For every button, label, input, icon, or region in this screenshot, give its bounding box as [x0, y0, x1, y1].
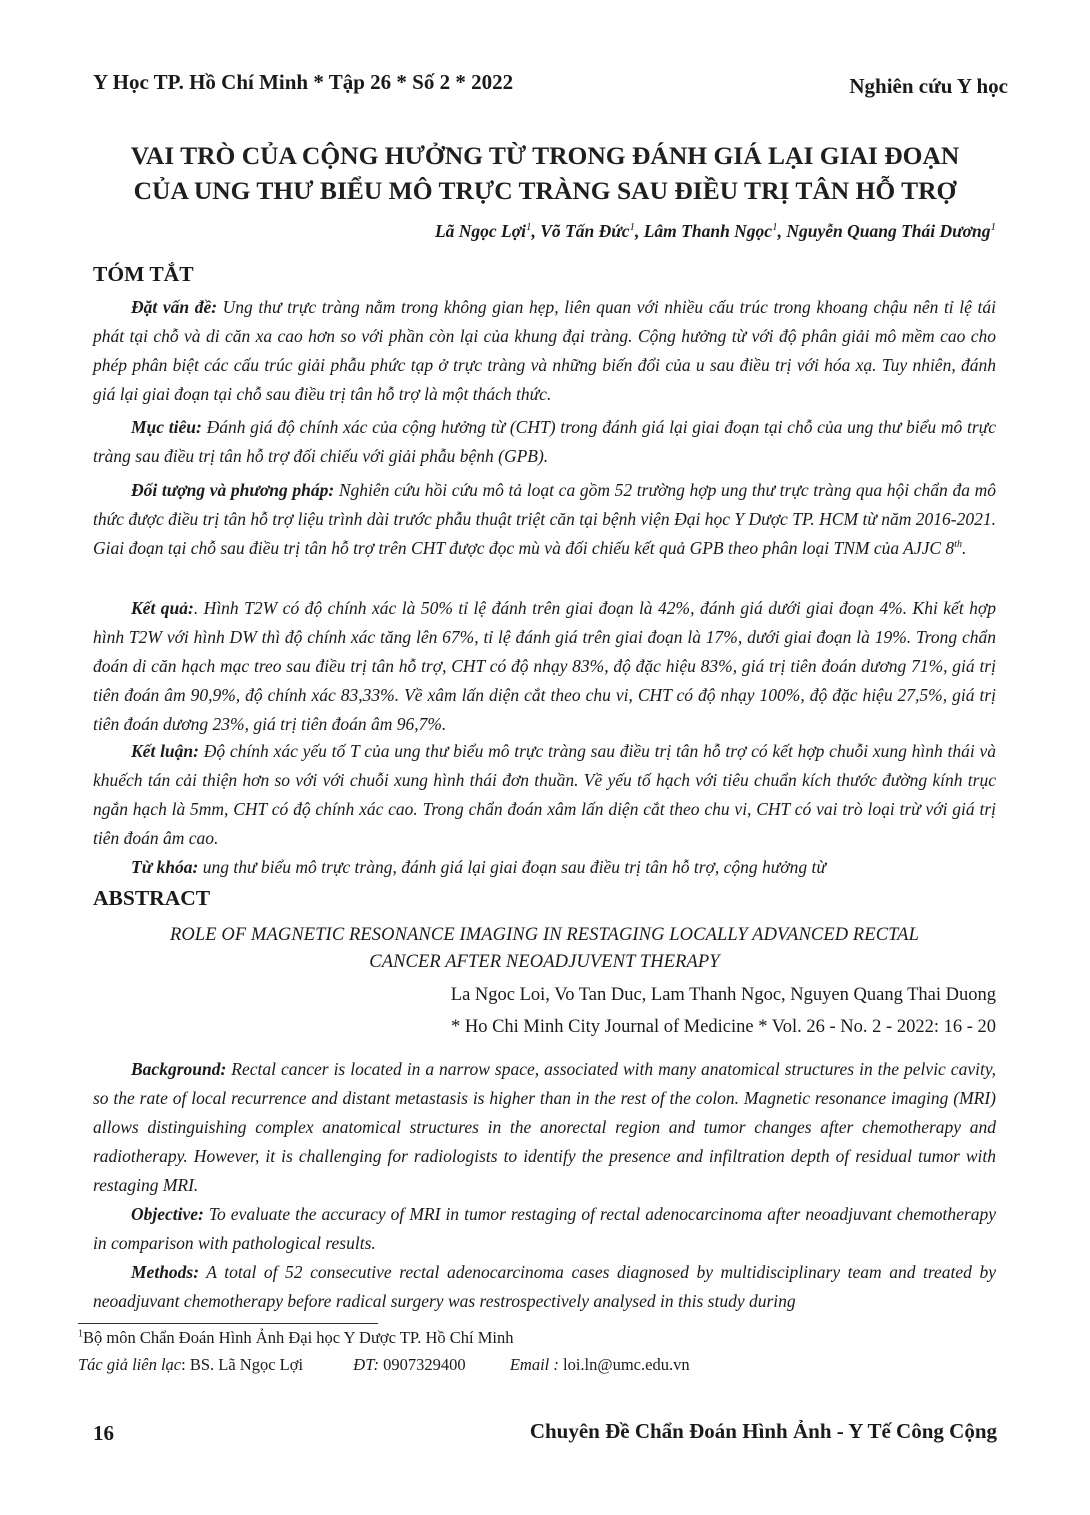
english-title — [93, 922, 996, 976]
en-background-paragraph — [93, 1055, 996, 1200]
journal-header: Y Học TP. Hồ Chí Minh * Tập 26 * Số 2 * 2022 — [93, 70, 514, 94]
author-affiliation: 1 — [525, 221, 532, 234]
english-authors: La Ngoc Loi, Vo Tan Duc, Lam Thanh Ngoc, Nguyen Quang Thai Duong — [450, 985, 996, 1005]
paragraph-text: . Hình T2W có độ chính xác là 50% tỉ lệ đánh trên giai đoạn là 42%, đánh giá dưới giai đoạn 4%. Khi kết hợp hình T2W với hình DW thì độ chính xác tăng lên 67%, tỉ lệ đánh giá trên giai đoạn là 17%, dưới giai đoạn là 19%. Trong chẩn đoán di căn hạch mạc treo sau điều trị tân hỗ trợ, CHT có độ nhạy 83%, độ đặc hiệu 83%, giá trị tiên đoán dương 71%, giá trị tiên đoán âm 90,9%, độ chính xác 83,33%. Về xâm lấn diện cắt theo chu vi, CHT có độ nhạy 100%, độ đặc hiệu 27,5%, giá trị tiên đoán dương 23%, giá trị tiên đoán âm 96,7%. — [93, 598, 996, 734]
superscript: th — [954, 539, 962, 551]
phone-number: 0907329400 — [378, 1355, 466, 1374]
email-address[interactable]: loi.ln@umc.edu.vn — [558, 1355, 690, 1374]
author-name: Võ Tấn Đức — [540, 221, 630, 241]
phone-label: ĐT: — [353, 1355, 379, 1374]
english-title-line-2: CANCER AFTER NEOADJUVENT THERAPY — [369, 952, 720, 972]
paragraph-text: ung thư biểu mô trực tràng, đánh giá lại giai đoạn sau điều trị tân hỗ trợ, cộng hưởng từ — [198, 857, 826, 877]
paragraph-label: Từ khóa: — [131, 857, 199, 877]
paragraph-label: Mục tiêu: — [131, 417, 202, 437]
affiliation-sup: 1 — [78, 1328, 83, 1340]
vn-objective-paragraph — [93, 413, 996, 471]
paragraph-label: Đối tượng và phương pháp: — [131, 480, 335, 500]
tomtat-heading: TÓM TẮT — [93, 262, 194, 286]
vn-background-paragraph — [93, 293, 996, 409]
vn-conclusion-paragraph — [93, 737, 996, 853]
english-title-line-1: ROLE OF MAGNETIC RESONANCE IMAGING IN RESTAGING LOCALLY ADVANCED RECTAL — [170, 925, 919, 945]
section-header: Nghiên cứu Y học — [849, 74, 1008, 98]
author-name: Lâm Thanh Ngọc — [643, 221, 773, 241]
abstract-heading: ABSTRACT — [93, 886, 211, 910]
footer-issue-title: Chuyên Đề Chẩn Đoán Hình Ảnh - Y Tế Công Cộng — [529, 1419, 997, 1443]
author-name: Lã Ngọc Lợi — [434, 221, 526, 241]
article-title — [60, 138, 1030, 208]
author-affiliation: 1 — [629, 221, 635, 234]
author-affiliation: 1 — [990, 221, 996, 234]
author-list: Lã Ngọc Lợi$^1$, Võ Tấn Đức$^1$, Lâm Thanh Ngọc$^1$, Nguyễn Quang Thái Dương$^1$ — [434, 221, 996, 241]
running-header — [93, 70, 1008, 100]
paragraph-text: . — [961, 538, 967, 558]
paragraph-text: Rectal cancer is located in a narrow space, associated with many anatomical structures in the pelvic cavity, so the rate of local recurrence and distant metastasis is higher than in the rest of the colon. Magnetic resonance imaging (MRI) allows distinguishing complex anatomical structures in the anorectal region and tumor changes after chemotherapy and radiotherapy. However, it is challenging for radiologists to identify the presence and infiltration depth of residual tumor with restaging MRI. — [93, 1059, 996, 1195]
paragraph-label: Objective: — [131, 1204, 204, 1224]
paragraph-text: Ung thư trực tràng nằm trong không gian hẹp, liên quan với nhiều cấu trúc trong khoang chậu nên tỉ lệ tái phát tại chỗ và di căn xa cao hơn so với phần còn lại của khung đại tràng. Cộng hưởng từ với độ phân giải mô mềm cao cho phép phân biệt các cấu trúc giải phẫu phức tạp ở trực tràng và những biến đổi của u sau điều trị với hóa xạ. Tuy nhiên, đánh giá lại giai đoạn tại chỗ sau điều trị tân hỗ trợ là một thách thức. — [93, 297, 996, 404]
affiliation-footnote — [78, 1328, 513, 1348]
paragraph-text: Độ chính xác yếu tố T của ung thư biểu mô trực tràng sau điều trị tân hỗ trợ có kết hợp chuỗi xung hình thái và khuếch tán cải thiện hơn so với với chuỗi xung hình thái đơn thuần. Về yếu tố hạch với tiêu chuẩn kích thước đường kính trục ngắn hạch là 5mm, CHT có độ chính xác cao. Trong chẩn đoán xâm lấn diện cắt theo chu vi, CHT có vai trò loại trừ với giá trị tiên đoán âm cao. — [93, 741, 996, 848]
en-methods-paragraph — [93, 1258, 996, 1316]
contact-footnote — [78, 1355, 690, 1375]
vn-methods-paragraph — [93, 476, 996, 563]
paragraph-label: Kết quả: — [131, 598, 194, 618]
paragraph-label: Methods: — [131, 1262, 200, 1282]
en-objective-paragraph — [93, 1200, 996, 1258]
citation: * Ho Chi Minh City Journal of Medicine * Vol. 26 - No. 2 - 2022: 16 - 20 — [450, 1017, 996, 1037]
page-number: 16 — [93, 1421, 114, 1445]
affiliation-text: Bộ môn Chẩn Đoán Hình Ảnh Đại học Y Dược TP. Hồ Chí Minh — [83, 1328, 514, 1347]
paragraph-label: Background: — [131, 1059, 227, 1079]
paragraph-text: Đánh giá độ chính xác của cộng hưởng từ (CHT) trong đánh giá lại giai đoạn tại chỗ của ung thư biểu mô trực tràng sau điều trị tân hỗ trợ đối chiếu với giải phẫu bệnh (GPB). — [93, 417, 996, 466]
paragraph-text: Nghiên cứu hồi cứu mô tả loạt ca gồm 52 trường hợp ung thư trực tràng qua hội chẩn đa mô thức được điều trị tân hỗ trợ liệu trình dài trước phẫu thuật triệt căn tại bệnh viện Đại học Y Dược TP. HCM từ năm 2016-2021. Giai đoạn tại chỗ sau điều trị tân hỗ trợ trên CHT được đọc mù và đối chiếu kết quả GPB theo phân loại TNM của AJJC 8 — [93, 480, 996, 558]
paragraph-text: To evaluate the accuracy of MRI in tumor restaging of rectal adenocarcinoma after neoadjuvant chemotherapy in comparison with pathological results. — [93, 1204, 996, 1253]
paragraph-label: Kết luận: — [131, 741, 199, 761]
paragraph-label: Đặt vấn đề: — [131, 297, 218, 317]
email-label: Email : — [509, 1355, 559, 1374]
paragraph-text: A total of 52 consecutive rectal adenocarcinoma cases diagnosed by multidisciplinary team and treated by neoadjuvant chemotherapy before radical surgery was restrospectively analysed in this study during — [93, 1262, 996, 1311]
footnote-divider — [78, 1323, 378, 1324]
title-line-2: CỦA UNG THƯ BIỂU MÔ TRỰC TRÀNG SAU ĐIỀU TRỊ TÂN HỖ TRỢ — [133, 176, 957, 205]
vn-results-paragraph — [93, 594, 996, 739]
title-line-1: VAI TRÒ CỦA CỘNG HƯỞNG TỪ TRONG ĐÁNH GIÁ LẠI GIAI ĐOẠN — [130, 141, 960, 170]
contact-name: : BS. Lã Ngọc Lợi — [181, 1355, 304, 1374]
author-affiliation: 1 — [772, 221, 778, 234]
author-name: Nguyễn Quang Thái Dương — [786, 221, 991, 241]
vn-keywords-paragraph — [93, 853, 996, 882]
contact-label: Tác giả liên lạc — [78, 1355, 182, 1374]
